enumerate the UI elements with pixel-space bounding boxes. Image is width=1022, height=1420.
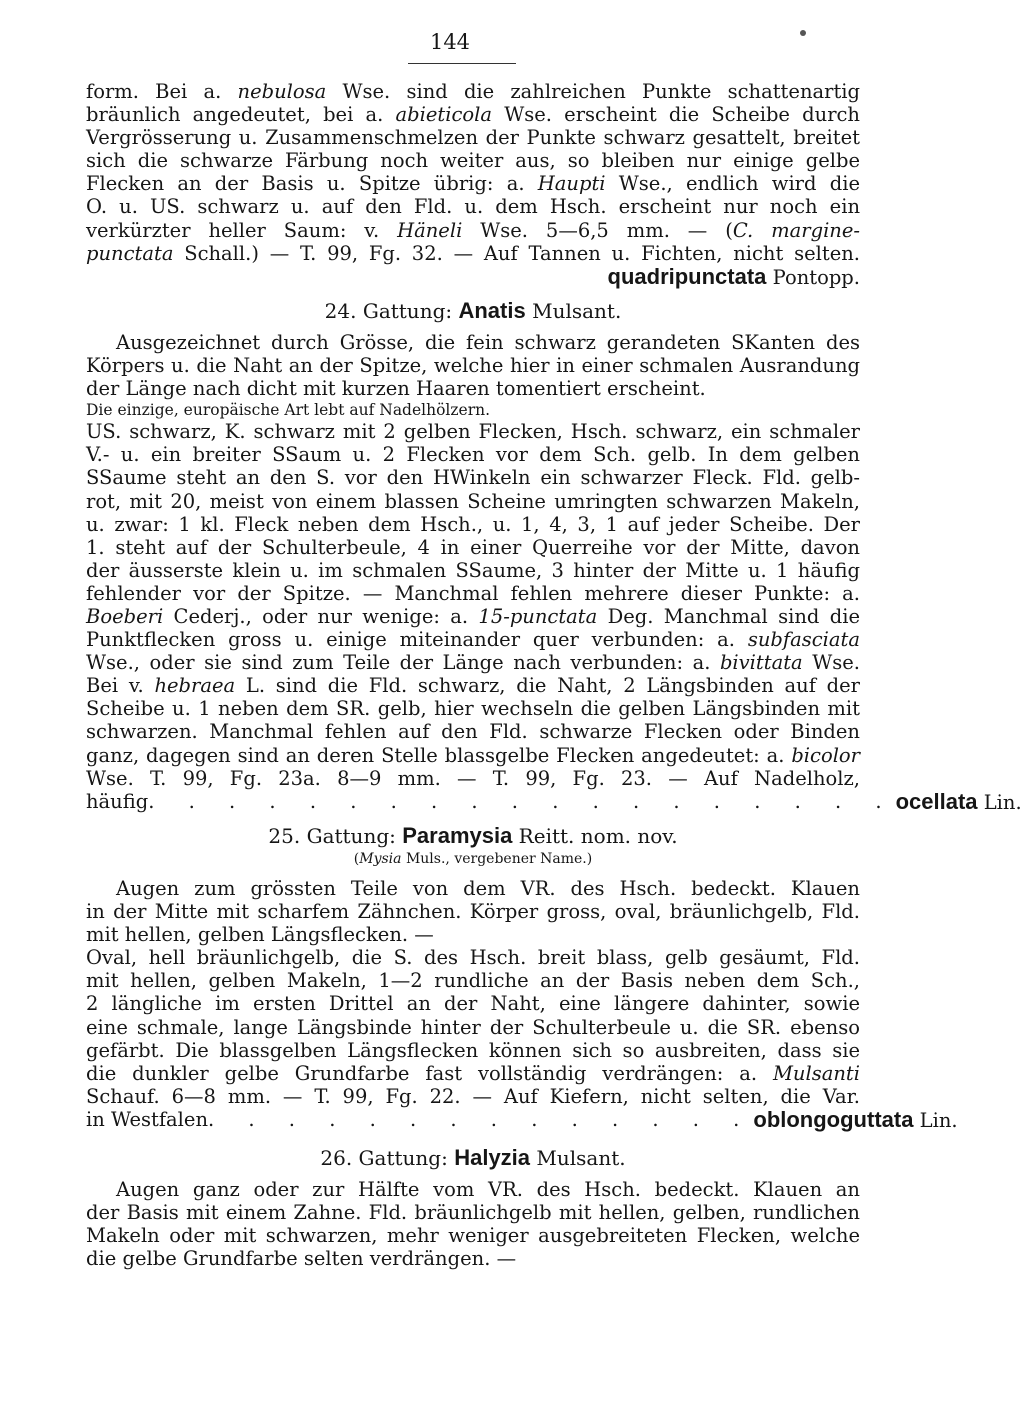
body-line: Bei v. hebraea L. sind die Fld. schwarz, die Naht, 2 Längsbinden auf der [86, 674, 860, 698]
species-name: oblongoguttata [753, 1106, 914, 1132]
body-line: gefärbt. Die blassgelben Längsflecken können sich so ausbreiten, dass sie [86, 1038, 860, 1062]
body-line: u. zwar: 1 kl. Fleck neben dem Hsch., u. 1, 4, 3, 1 auf jeder Scheibe. Der [86, 512, 860, 536]
body-line: O. u. US. schwarz u. auf den Fld. u. dem Hsch. erscheint nur noch ein [86, 195, 860, 219]
species-name: quadripunctata [607, 263, 767, 289]
variety-name: punctata [86, 241, 174, 265]
body-line: Vergrösserung u. Zusammenschmelzen der Punkte schwarz gesattelt, breitet [86, 126, 860, 150]
species-name: ocellata [895, 788, 978, 814]
variety-name: 15-punctata [478, 604, 598, 628]
body-line: US. schwarz, K. schwarz mit 2 gelben Flecken, Hsch. schwarz, ein schmaler [86, 420, 860, 444]
page-body [86, 80, 1022, 1271]
body-line: verkürzter heller Saum: v. Häneli Wse. 5—6,5 mm. — (C. margine- [86, 218, 860, 242]
variety-name: C. margine- [732, 218, 860, 242]
body-line: Oval, hell bräunlichgelb, die S. des Hsch. breit blass, gelb gesäumt, Fld. [86, 946, 860, 970]
genus-note: (Mysia Muls., vergebener Name.) [353, 850, 593, 867]
genus-description: Makeln oder mit schwarzen, mehr weniger ausgebreiteten Flecken, welche [86, 1224, 860, 1248]
body-line: sich die schwarze Färbung noch weiter aus, so bleiben nur einige gelbe [86, 149, 860, 173]
body-line: eine schmale, lange Längsbinde hinter der Schulterbeule u. die SR. ebenso [86, 1015, 860, 1039]
genus-description: Augen zum grössten Teile von dem VR. des Hsch. bedeckt. Klauen [116, 877, 860, 900]
body-line: ganz, dagegen sind an deren Stelle blassgelbe Flecken angedeutet: a. bicolor [86, 743, 860, 767]
genus-name: Paramysia [402, 822, 513, 848]
body-line: Flecken an der Basis u. Spitze übrig: a. Haupti Wse., endlich wird die [86, 172, 860, 196]
genus-heading: 24. Gattung: Anatis Mulsant. [324, 297, 622, 323]
genus-heading: 25. Gattung: Paramysia Reitt. nom. nov. [268, 822, 678, 848]
genus-description: mit hellen, gelben Längsflecken. — [86, 923, 434, 947]
body-line: form. Bei a. nebulosa Wse. sind die zahlreichen Punkte schattenartig [86, 80, 860, 103]
variety-name: Mulsanti [772, 1061, 860, 1085]
body-line: fehlender vor der Spitze. — Manchmal fehlen mehrere dieser Punkte: a. [86, 581, 860, 605]
species-line: quadripunctata Pontopp. [607, 263, 860, 289]
genus-description: Ausgezeichnet durch Grösse, die fein schwarz gerandeten SKanten des [116, 330, 860, 354]
page-number: 144 [429, 30, 471, 54]
leader-dots: . . . . . . . . . . . . . . . . . . . [148, 789, 896, 813]
body-line: Wse. T. 99, Fg. 23a. 8—9 mm. — T. 99, Fg. 23. — Auf Nadelholz, [86, 766, 860, 790]
variety-name: Haupti [537, 172, 606, 196]
body-line: Wse., oder sie sind zum Teile der Länge nach verbunden: a. bivittata Wse. [86, 651, 860, 675]
variety-name: Boeberi [86, 604, 164, 628]
body-line: Punktflecken gross u. einige miteinander quer verbunden: a. subfasciata [86, 628, 860, 652]
body-line: punctata Schall.) — T. 99, Fg. 32. — Auf Tannen u. Fichten, nicht selten. [86, 241, 860, 265]
body-line: rot, mit 20, meist von einem blassen Scheine umringten schwarzen Makeln, [86, 489, 860, 513]
leader-dots: . . . . . . . . . . . . . . [208, 1107, 754, 1131]
page-number-rule [408, 63, 516, 64]
body-line: Schauf. 6—8 mm. — T. 99, Fg. 22. — Auf Kiefern, nicht selten, die Var. [86, 1084, 860, 1108]
genus-note: Die einzige, europäische Art lebt auf Nadelhölzern. [86, 401, 491, 420]
print-speck [800, 30, 806, 36]
variety-name: subfasciata [747, 628, 860, 652]
variety-name: nebulosa [237, 80, 327, 103]
body-line: der äusserste klein u. im schmalen SSaume, 3 hinter der Mitte u. 1 häufig [86, 558, 860, 582]
variety-name: hebraea [154, 674, 236, 698]
variety-name: bivittata [719, 651, 803, 675]
genus-name: Halyzia [454, 1145, 531, 1171]
body-line: 1. steht auf der Schulterbeule, 4 in einer Querreihe vor der Mitte, davon [86, 535, 860, 559]
genus-description: die gelbe Grundfarbe selten verdrängen. — [86, 1247, 517, 1271]
body-line: SSaume steht an den S. vor den HWinkeln ein schwarzer Fleck. Fld. gelb- [86, 466, 860, 490]
variety-name: abieticola [395, 103, 493, 127]
genus-description: Körpers u. die Naht an der Spitze, welche hier in einer schmalen Ausrandung [86, 354, 860, 378]
species-line: in Westfalen . . . . . . . . . . . . . . oblongoguttata Lin. [86, 1106, 958, 1132]
variety-name: Häneli [397, 218, 463, 242]
genus-name: Anatis [458, 297, 526, 323]
body-line: Boeberi Cederj., oder nur wenige: a. 15-punctata Deg. Manchmal sind die [86, 604, 860, 628]
genus-description: der Basis mit einem Zahne. Fld. bräunlichgelb mit hellen, gelben, rundlichen [86, 1201, 860, 1225]
body-line: mit hellen, gelben Makeln, 1—2 rundliche an der Basis neben dem Sch., [86, 969, 860, 993]
body-line: V.- u. ein breiter SSaum u. 2 Flecken vor dem Sch. gelb. In dem gelben [86, 443, 860, 467]
genus-heading: 26. Gattung: Halyzia Mulsant. [320, 1145, 626, 1171]
body-line: 2 längliche im ersten Drittel an der Naht, eine längere dahinter, sowie [86, 992, 860, 1016]
genus-description: der Länge nach dicht mit kurzen Haaren tomentiert erscheint. [86, 377, 706, 401]
genus-description: Augen ganz oder zur Hälfte vom VR. des Hsch. bedeckt. Klauen an [116, 1178, 860, 1202]
body-line: Scheibe u. 1 neben dem SR. gelb, hier wechseln die gelben Längsbinden mit [86, 697, 860, 721]
body-line: die dunkler gelbe Grundfarbe fast vollständig verdrängen: a. Mulsanti [86, 1061, 860, 1085]
body-line: bräunlich angedeutet, bei a. abieticola Wse. erscheint die Scheibe durch [86, 103, 860, 127]
species-line: häufig . . . . . . . . . . . . . . . . . . . ocellata Lin. [86, 788, 1022, 814]
body-line: schwarzen. Manchmal fehlen auf den Fld. schwarze Flecken oder Binden [86, 720, 860, 744]
variety-name: bicolor [791, 743, 860, 767]
genus-description: in der Mitte mit scharfem Zähnchen. Körper gross, oval, bräunlichgelb, Fld. [86, 900, 860, 924]
